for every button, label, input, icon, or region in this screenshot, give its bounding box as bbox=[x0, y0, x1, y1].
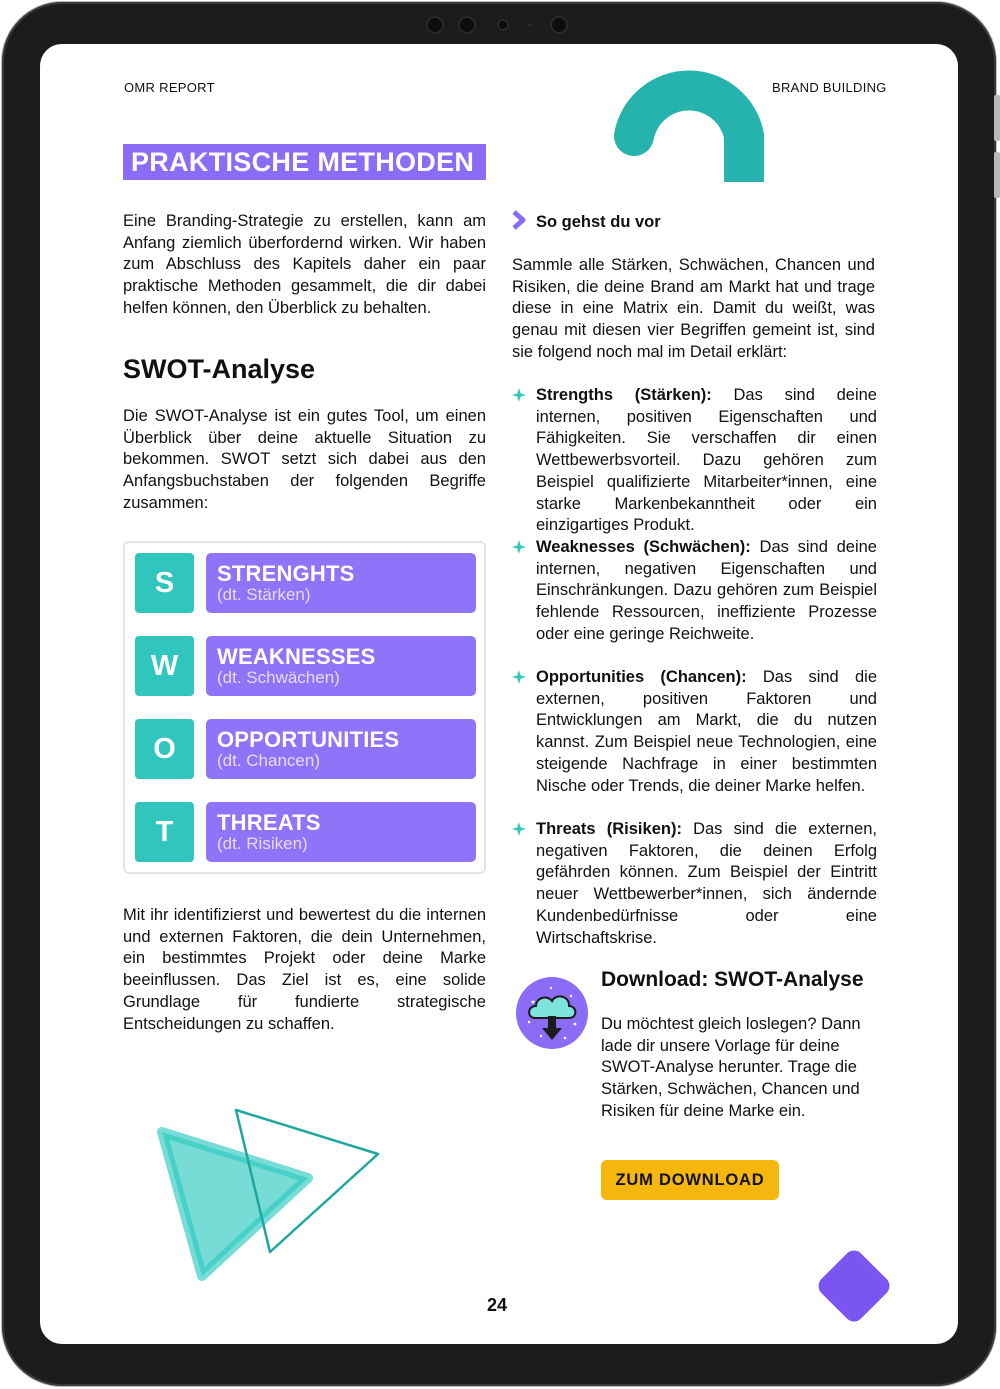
bullet-strengths bbox=[512, 385, 877, 537]
howto-intro: Sammle alle Stärken, Schwächen, Chancen und Risiken, die deine Brand am Markt hat und trage diese in eine Matrix ein. Damit du weißt, was genau mit diesen vier Begriffen gemeint ist, sind sie folgend noch mal im Detail erklärt: bbox=[512, 256, 875, 361]
page-number: 24 bbox=[487, 1295, 508, 1315]
triangle-decoration bbox=[150, 1104, 390, 1284]
swot-description: Die SWOT-Analyse ist ein gutes Tool, um einen Überblick über deine aktuelle Situation zu bekommen. SWOT setzt sich dabei aus den Anfangsbuchstaben der folgenden Begriffe zusammen: bbox=[123, 407, 486, 512]
bullet-text: Das sind deine internen, negativen Eigenschaften und Einschränkungen. Dazu gehören zum Beispiel fehlende Ressourcen, ineffiziente Prozesse oder eine geringe Reichweite. bbox=[536, 538, 877, 643]
swot-letter: T bbox=[135, 802, 194, 862]
camera-icon bbox=[426, 16, 444, 34]
howto-heading: So gehst du vor bbox=[536, 213, 661, 231]
swot-item-subtitle: (dt. Schwächen) bbox=[217, 668, 340, 687]
swot-item-opportunities bbox=[206, 719, 476, 779]
bullet-weaknesses bbox=[512, 537, 877, 646]
swot-item-weaknesses bbox=[206, 636, 476, 696]
download-text: Du möchtest gleich loslegen? Dann lade dir unsere Vorlage für deine SWOT-Analyse herunter. Trage die Stärken, Schwächen, Chancen und Risiken für deine Marke ein. bbox=[601, 1015, 861, 1120]
swot-closing-text: Mit ihr identifizierst und bewertest du die internen und externen Faktoren, die dein Unternehmen, ein bestimmtes Projekt oder deine Marke beeinflussen. Das Ziel ist es, eine solide Grundlage für fundierte strategische Entscheidungen zu schaffen. bbox=[123, 906, 486, 1033]
sensor-icon bbox=[497, 19, 509, 31]
sparkle-icon bbox=[512, 388, 526, 402]
swot-heading: SWOT-Analyse bbox=[123, 354, 316, 384]
volume-button bbox=[994, 152, 1000, 198]
download-heading: Download: SWOT-Analyse bbox=[601, 968, 864, 991]
swot-letter: S bbox=[135, 553, 194, 613]
download-button[interactable]: ZUM DOWNLOAD bbox=[601, 1160, 779, 1200]
bullet-text: Das sind die externen, negativen Faktoren, die deinen Erfolg gefährden können. Zum Beispiel der Eintritt neuer Wettbewerber*innen, sich ändernde Kundenbedürfnisse oder eine Wirtschaftskrise. bbox=[536, 820, 877, 947]
section-label: BRAND BUILDING bbox=[772, 80, 887, 95]
report-label: OMR REPORT bbox=[124, 80, 215, 95]
bullet-opportunities bbox=[512, 667, 877, 797]
bullet-term: Opportunities (Chancen): bbox=[536, 668, 747, 686]
sparkle-icon bbox=[512, 670, 526, 684]
bullet-text: Das sind deine internen, positiven Eigenschaften und Fähigkeiten. Sie verschaffen dir einen Wettbewerbsvorteil. Dazu gehören zum Beispiel qualifizierte Mitarbeiter*innen, eine starke Markenbekanntheit oder ein einzigartiges Produkt. bbox=[536, 386, 877, 535]
bullet-term: Weaknesses (Schwächen): bbox=[536, 538, 751, 556]
swot-item-title: THREATS bbox=[217, 810, 321, 835]
swot-letter: W bbox=[135, 636, 194, 696]
page bbox=[40, 44, 958, 1344]
diamond-decoration bbox=[812, 1244, 896, 1328]
cloud-download-icon bbox=[515, 976, 589, 1050]
camera-icon bbox=[458, 16, 476, 34]
bullet-text: Das sind die externen, positiven Faktoren und Entwicklungen am Markt, die du nutzen kannst. Zum Beispiel neue Technologien, eine steigende Nachfrage in einer bestimmten Nische oder Trends, die deiner Marke helfen. bbox=[536, 668, 877, 795]
swot-item-strengths bbox=[206, 553, 476, 613]
sensor-icon bbox=[528, 23, 532, 27]
camera-icon bbox=[550, 16, 568, 34]
swot-item-threats bbox=[206, 802, 476, 862]
sparkle-icon bbox=[512, 540, 526, 554]
bullet-term: Strengths (Stärken): bbox=[536, 386, 712, 404]
bullet-term: Threats (Risiken): bbox=[536, 820, 682, 838]
arc-decoration bbox=[610, 62, 770, 182]
sparkle-icon bbox=[512, 822, 526, 836]
swot-item-title: OPPORTUNITIES bbox=[217, 727, 400, 752]
swot-item-subtitle: (dt. Risiken) bbox=[217, 834, 308, 853]
swot-item-subtitle: (dt. Chancen) bbox=[217, 751, 320, 770]
swot-matrix bbox=[123, 541, 486, 874]
intro-text: Eine Branding-Strategie zu erstellen, kann am Anfang ziemlich überfordernd wirken. Wir haben zum Abschluss des Kapitels daher ein paar praktische Methoden gesammelt, die dir dabei helfen können, den Überblick zu behalten. bbox=[123, 212, 486, 317]
chevron-right-icon bbox=[511, 210, 527, 230]
swot-item-subtitle: (dt. Stärken) bbox=[217, 585, 311, 604]
swot-item-title: STRENGHTS bbox=[217, 561, 355, 586]
swot-letter: O bbox=[135, 719, 194, 779]
bullet-threats bbox=[512, 819, 877, 949]
swot-item-title: WEAKNESSES bbox=[217, 644, 376, 669]
volume-button bbox=[994, 95, 1000, 141]
page-title: PRAKTISCHE METHODEN bbox=[123, 144, 486, 180]
